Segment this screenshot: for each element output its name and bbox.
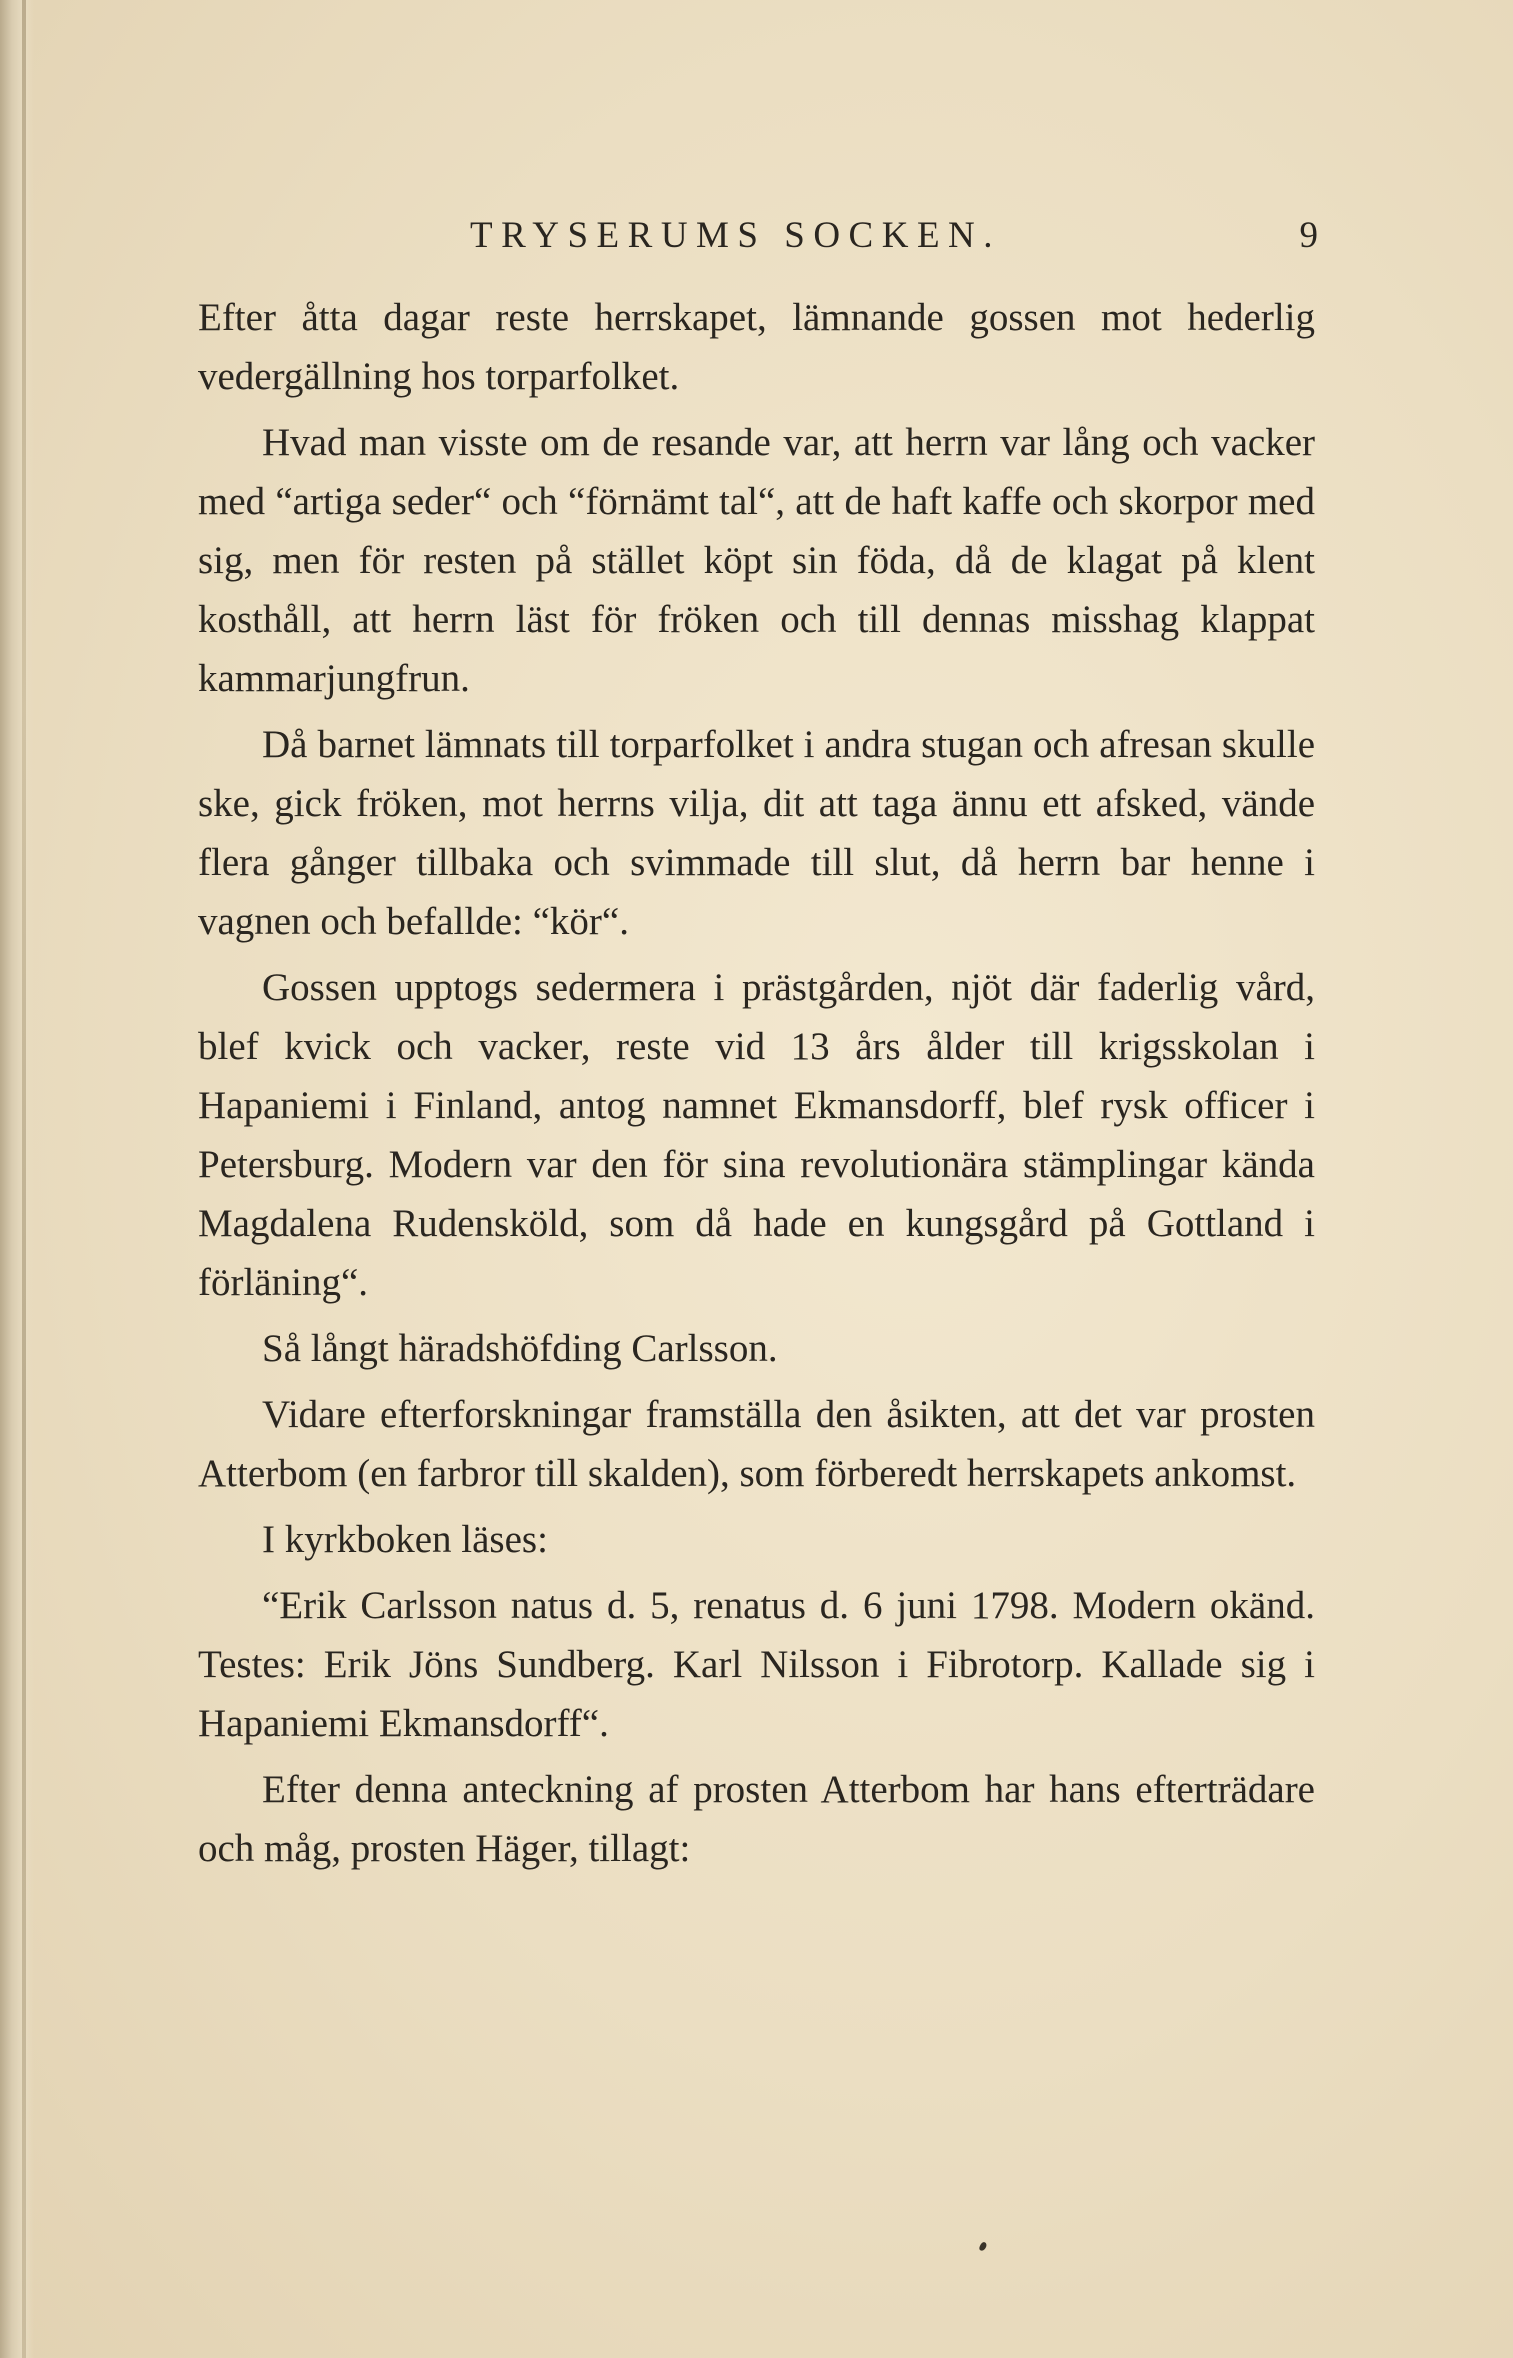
paragraph: Efter denna anteckning af prosten Atterbom har hans efterträdare och måg, prosten Häger, tillagt: (198, 1768, 1315, 1870)
paragraph: Så långt häradshöfding Carlsson. (262, 1327, 778, 1370)
paragraph: Vidare efterforskningar framställa den åsikten, att det var prosten Atterbom (en farbror till skalden), som förberedt herrskapets ankomst. (198, 1393, 1315, 1495)
paragraph: I kyrkboken läses: (262, 1518, 548, 1561)
paragraph: “Erik Carlsson natus d. 5, renatus d. 6 juni 1798. Modern okänd. Testes: Erik Jöns Sundberg. Karl Nilsson i Fibrotorp. Kallade sig i Hapaniemi Ekmansdorff“. (198, 1584, 1315, 1745)
page-body (198, 288, 1315, 1885)
paragraph: Efter åtta dagar reste herrskapet, lämnande gossen mot hederlig vedergällning hos torparfolket. (198, 296, 1315, 398)
binding-edge (22, 0, 26, 2358)
running-title: TRYSERUMS SOCKEN. (470, 215, 1002, 256)
ink-speck (978, 2241, 987, 2252)
paragraph: Gossen upptogs sedermera i prästgården, njöt där faderlig vård, blef kvick och vacker, reste vid 13 års ålder till krigsskolan i Hapaniemi i Finland, antog namnet Ekmansdorff, blef rysk officer i Petersburg. Modern var den för sina revolutionära stämplingar kända Magdalena Rudensköld, som då hade en kungsgård på Gottland i förläning“. (198, 966, 1315, 1304)
paragraph: Hvad man visste om de resande var, att herrn var lång och vacker med “artiga seder“ och “förnämt tal“, att de haft kaffe och skorpor med sig, men för resten på stället köpt sin föda, då de klagat på klent kosthåll, att herrn läst för fröken och till dennas misshag klappat kammarjungfrun. (198, 421, 1315, 700)
page-number: 9 (1299, 215, 1318, 256)
page-header (198, 214, 1318, 260)
page-gutter (0, 0, 34, 2358)
paragraph: Då barnet lämnats till torparfolket i andra stugan och afresan skulle ske, gick fröken, mot herrns vilja, dit att taga ännu ett afsked, vände flera gånger tillbaka och svimmade till slut, då herrn bar henne i vagnen och befallde: “kör“. (198, 723, 1315, 943)
